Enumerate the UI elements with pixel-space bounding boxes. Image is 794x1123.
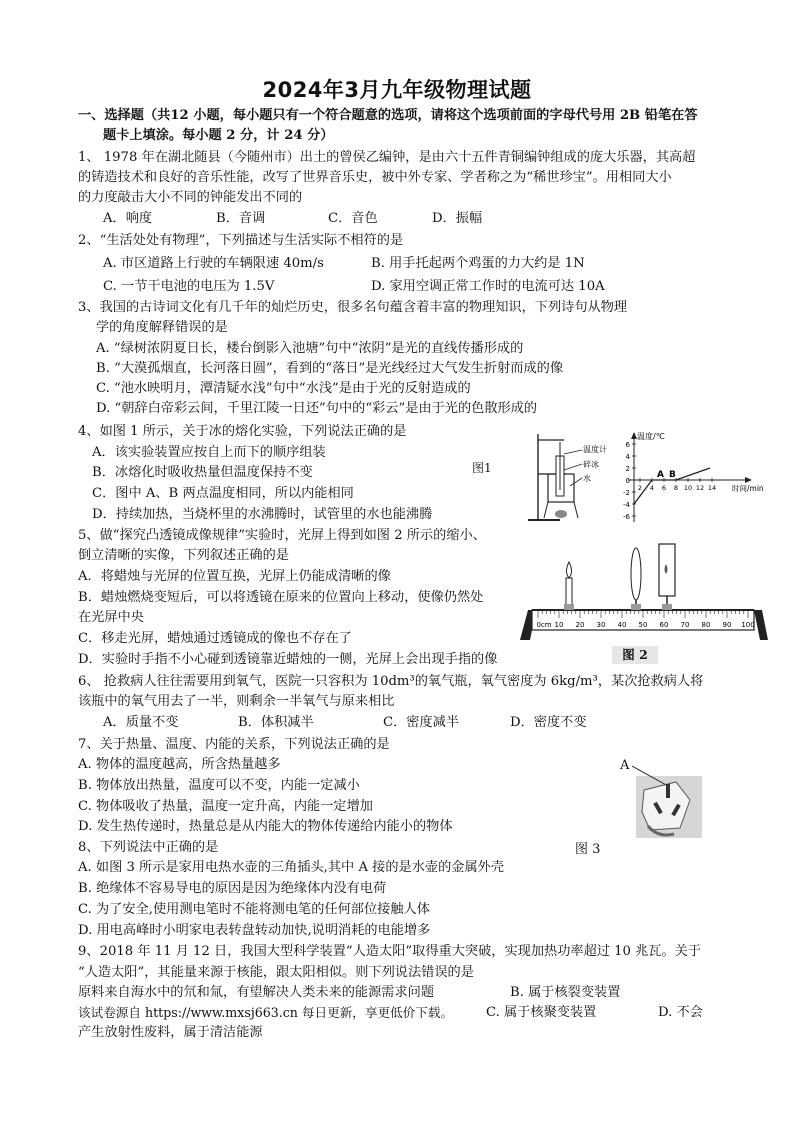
q5-option-a: A．将蜡烛与光屏的位置互换，光屏上仍能成清晰的像 xyxy=(78,569,391,584)
q1-line2: 的铸造技术和良好的音乐性能，改写了世界音乐史，被中外专家、学者称之为“稀世珍宝”。用相同大小 xyxy=(78,170,672,185)
q7-option-d: D. 发生热传递时，热量总是从内能大的物体传递给内能小的物体 xyxy=(78,819,453,834)
q7-option-b: B. 物体放出热量，温度可以不变，内能一定减小 xyxy=(78,778,360,793)
q3-line1: 3、我国的古诗词文化有几千年的灿烂历史，很多名句蕴含着丰富的物理知识，下列诗句从物理 xyxy=(78,300,628,315)
fig1-ice-label: 碎冰 xyxy=(583,460,599,469)
figure-3-plug-photo xyxy=(628,760,704,840)
chart-y-tick-label: 6 xyxy=(625,441,630,449)
q5-line1: 5、做“探究凸透镜成像规律”实验时，光屏上得到如图 2 所示的缩小、 xyxy=(78,528,486,543)
q6-option-d: D．密度不变 xyxy=(510,715,587,730)
q8-option-c: C. 为了安全,使用测电笔时不能将测电笔的任何部位接触人体 xyxy=(78,902,430,917)
ruler-label: 0cm xyxy=(536,621,552,629)
q8-option-a: A. 如图 3 所示是家用电热水壶的三角插头,其中 A 接的是水壶的金属外壳 xyxy=(78,860,505,875)
figure-3-a-label: A xyxy=(620,758,630,773)
q6-option-a: A．质量不变 xyxy=(103,715,179,730)
chart-y-label: 温度/℃ xyxy=(637,432,665,441)
chart-y-tick-label: -2 xyxy=(623,489,630,497)
q3-option-c: C. “池水映明月，潭清疑水浅”句中“水浅”是由于光的反射造成的 xyxy=(96,381,471,396)
q4-option-b: B．冰熔化时吸收热量但温度保持不变 xyxy=(92,465,313,480)
q4-option-c: C．图中 A、B 两点温度相同，所以内能相同 xyxy=(92,486,354,501)
q4-option-a: A．该实验装置应按自上而下的顺序组装 xyxy=(92,445,326,460)
q8-option-d: D. 用电高峰时小明家电表转盘转动加快,说明消耗的电能增多 xyxy=(78,923,431,938)
ruler-label: 50 xyxy=(638,621,648,629)
q1-option-b: B．音调 xyxy=(216,211,266,226)
chart-y-tick-label: 2 xyxy=(625,465,630,473)
figure-1-apparatus xyxy=(520,430,610,526)
q1-line3: 的力度敲击大小不同的钟能发出不同的 xyxy=(78,190,303,205)
ruler-label: 70 xyxy=(680,621,690,629)
q8-stem: 8、下列说法中正确的是 xyxy=(78,840,219,855)
q3-line2: 学的角度解释错误的是 xyxy=(96,320,228,335)
q2-option-c: C. 一节干电池的电压为 1.5V xyxy=(103,279,275,294)
ruler-label: 10 xyxy=(554,621,564,629)
q1-option-c: C．音色 xyxy=(328,211,378,226)
chart-x-tick-label: 6 xyxy=(661,484,667,492)
q3-option-a: A. “绿树浓阴夏日长，楼台倒影入池塘”句中“浓阴”是光的直线传播形成的 xyxy=(96,341,524,356)
q9-option-b: B. 属于核裂变装置 xyxy=(510,985,621,1000)
q2-option-d: D. 家用空调正常工作时的电流可达 10A xyxy=(371,279,605,294)
q3-option-b: B. “大漠孤烟直，长河落日圆”，看到的“落日”是光线经过大气发生折射而成的像 xyxy=(96,361,564,376)
q5-line2: 倒立清晰的实像，下列叙述正确的是 xyxy=(78,548,289,563)
q9-line2: “人造太阳”，其能量来源于核能，跟太阳相似。则下列说法错误的是 xyxy=(78,965,474,980)
q1-option-a: A．响度 xyxy=(103,211,153,226)
ruler-label: 60 xyxy=(659,621,669,629)
chart-x-tick-label: 12 xyxy=(695,484,705,492)
fig1-thermometer-label: 温度计 xyxy=(583,445,607,454)
q2-option-a: A. 市区道路上行驶的车辆限速 40m/s xyxy=(103,256,324,271)
source-watermark-line: 该试卷源自 https://www.mxsj663.cn 每日更新，享更低价下载。 xyxy=(78,1005,454,1020)
q5-option-d: D．实验时手指不小心碰到透镜靠近蜡烛的一侧，光屏上会出现手指的像 xyxy=(78,652,498,667)
ruler-label: 100 xyxy=(741,621,755,629)
figure-1-label: 图1 xyxy=(472,461,492,475)
chart-y-tick-label: 4 xyxy=(625,453,630,461)
chart-y-tick-label: 0 xyxy=(625,477,630,485)
q9-option-a: 原料来自海水中的氘和氚，有望解决人类未来的能源需求问题 xyxy=(78,985,435,1000)
chart-point-b: B xyxy=(669,470,676,480)
q9-option-d-cont: 产生放射性废料，属于清洁能源 xyxy=(78,1025,263,1040)
q7-stem: 7、关于热量、温度、内能的关系，下列说法正确的是 xyxy=(78,737,390,752)
q6-line2: 该瓶中的氧气用去了一半，则剩余一半氧气与原来相比 xyxy=(78,694,395,709)
q4-option-d: D．持续加热，当烧杯里的水沸腾时，试管里的水也能沸腾 xyxy=(92,507,433,522)
chart-y-tick-label: -4 xyxy=(623,501,630,509)
chart-x-label: 时间/min xyxy=(732,484,764,493)
fig1-water-label: 水 xyxy=(583,474,591,483)
ruler-label: 30 xyxy=(596,621,606,629)
q9-line1: 9、2018 年 11 月 12 日，我国大型科学装置“人造太阳”取得重大突破，实现加热功率超过 10 兆瓦。关于 xyxy=(78,944,702,959)
q2-option-b: B. 用手托起两个鸡蛋的力大约是 1N xyxy=(371,256,585,271)
ruler-label: 40 xyxy=(617,621,627,629)
chart-point-a: A xyxy=(657,470,664,480)
q6-option-c: C．密度减半 xyxy=(383,715,460,730)
figure-2-label: 图 2 xyxy=(612,646,658,664)
q5-option-b: B．蜡烛燃烧变短后，可以将透镜在原来的位置向上移动，使像仍然处 xyxy=(78,590,484,605)
q2-stem: 2、“生活处处有物理”，下列描述与生活实际不相符的是 xyxy=(78,233,404,248)
q8-option-b: B. 绝缘体不容易导电的原因是因为绝缘体内没有电荷 xyxy=(78,881,387,896)
q4-stem: 4、如图 1 所示，关于冰的熔化实验，下列说法正确的是 xyxy=(78,424,407,439)
chart-x-tick-label: 10 xyxy=(683,484,693,492)
section-heading: 一、选择题（共12 小题，每小题只有一个符合题意的选项，请将这个选项前面的字母代号用 2B 铅笔在答 xyxy=(78,108,698,123)
q6-line1: 6、 抢救病人往往需要用到氧气，医院一只容积为 10dm³的氧气瓶，氧气密度为 6kg/m³，某次抢救病人将 xyxy=(78,674,704,689)
figure-1-temperature-chart xyxy=(614,430,764,526)
figure-2-optical-bench xyxy=(518,528,768,644)
ruler-label: 90 xyxy=(722,621,732,629)
chart-x-tick-label: 2 xyxy=(637,484,643,492)
q1-option-d: D．振幅 xyxy=(432,211,483,226)
chart-x-tick-label: 14 xyxy=(707,484,717,492)
chart-x-tick-label: 4 xyxy=(649,484,655,492)
q9-option-c: C. 属于核聚变装置 xyxy=(486,1005,597,1020)
exam-title: 2024年3月九年级物理试题 xyxy=(262,78,532,102)
q7-option-c: C. 物体吸收了热量，温度一定升高，内能一定增加 xyxy=(78,799,373,814)
q7-option-a: A. 物体的温度越高，所含热量越多 xyxy=(78,757,281,772)
figure-3-label: 图 3 xyxy=(575,842,601,857)
chart-y-tick-label: -6 xyxy=(623,513,630,521)
q1-line1: 1、 1978 年在湖北随县（今随州市）出土的曾侯乙编钟，是由六十五件青铜编钟组成的庞大乐器，其高超 xyxy=(78,150,696,165)
q9-option-d: D. 不会 xyxy=(658,1005,703,1020)
section-heading-cont: 题卡上填涂。每小题 2 分，计 24 分） xyxy=(103,128,334,143)
ruler-label: 20 xyxy=(575,621,585,629)
q3-option-d: D. “朝辞白帝彩云间，千里江陵一日还”句中的“彩云”是由于光的色散形成的 xyxy=(96,401,538,416)
q5-option-c: C．移走光屏，蜡烛通过透镜成的像也不存在了 xyxy=(78,631,352,646)
q5-option-b-cont: 在光屏中央 xyxy=(78,610,144,625)
q6-option-b: B．体积减半 xyxy=(238,715,314,730)
ruler-label: 80 xyxy=(701,621,711,629)
chart-x-tick-label: 8 xyxy=(673,484,679,492)
